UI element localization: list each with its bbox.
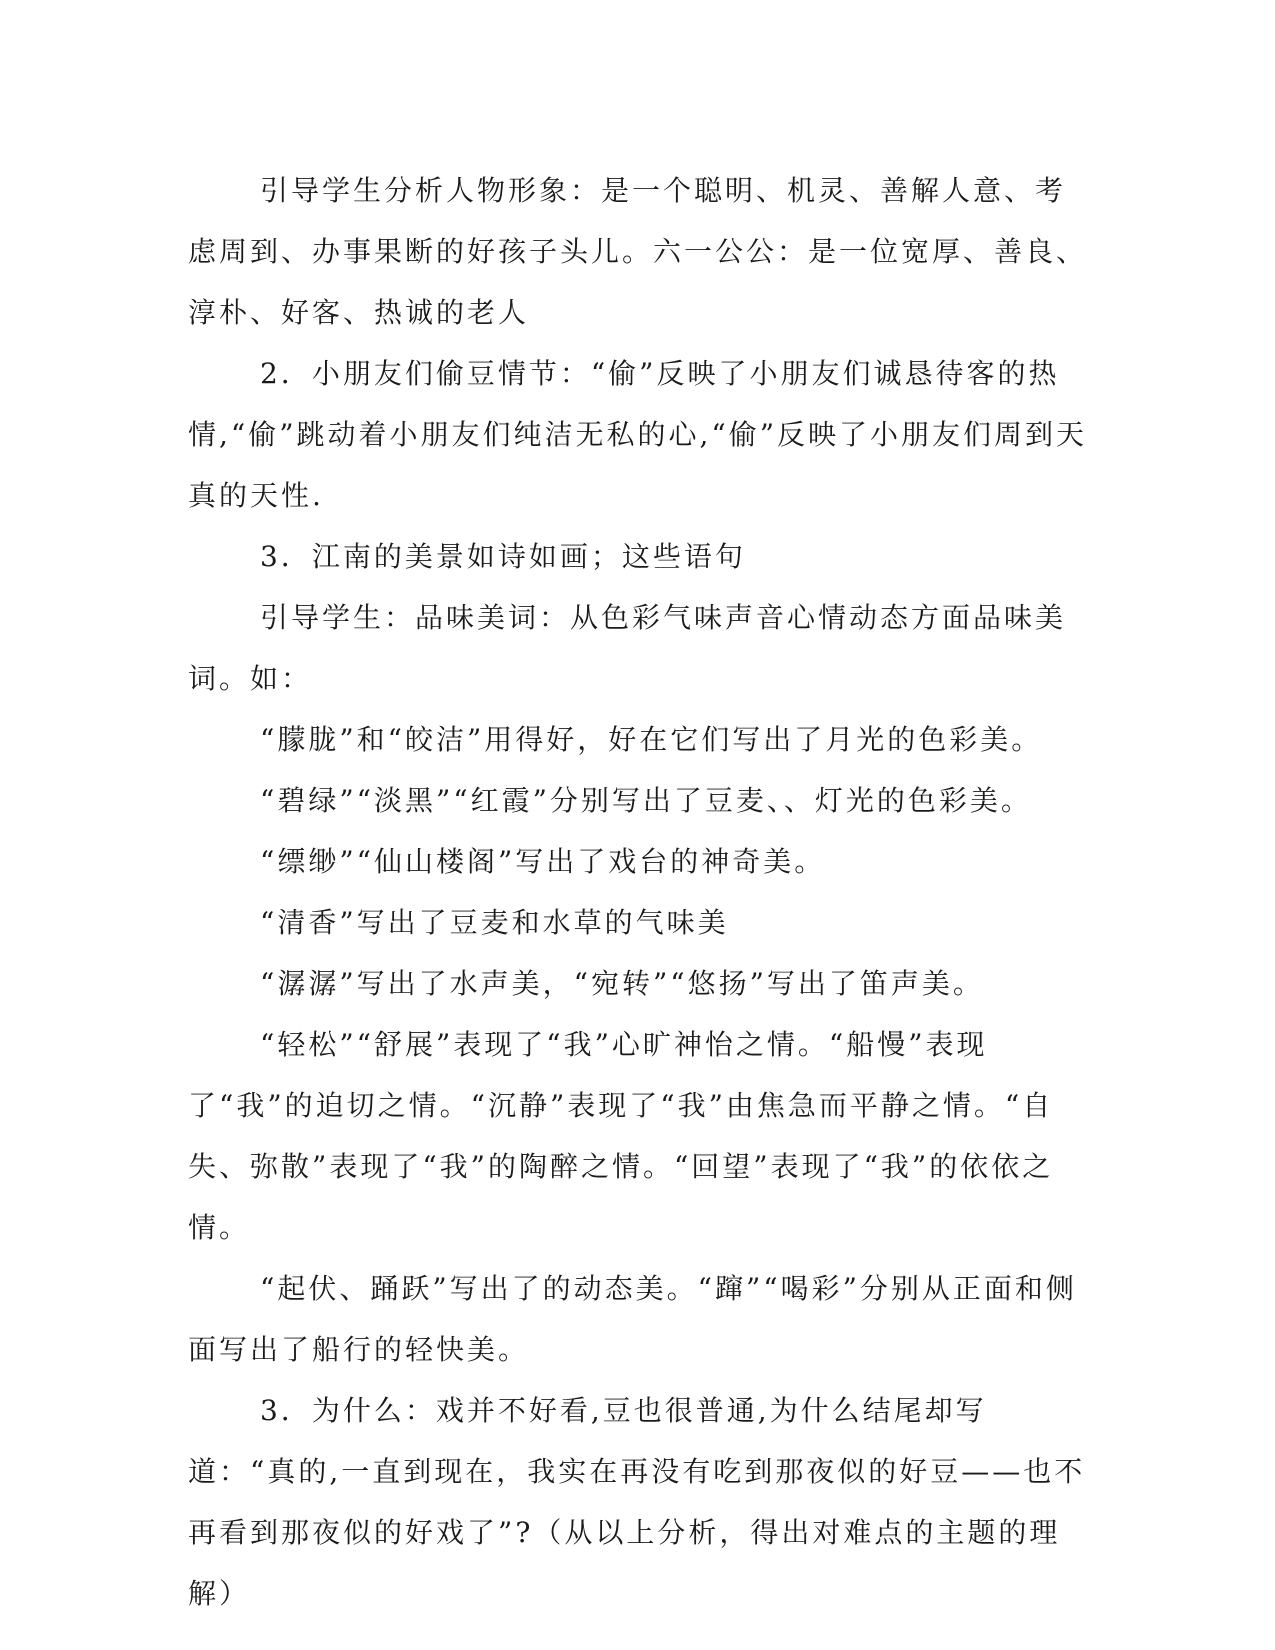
paragraph-theme-question: 3．为什么：戏并不好看,豆也很普通,为什么结尾却写道：“真的,一直到现在，我实在再没有吃到那夜似的好豆——也不再看到那夜似的好戏了”?（从以上分析，得出对难点的主题的理解） (188, 1394, 1086, 1610)
paragraph-sounds: “潺潺”写出了水声美，“宛转”“悠扬”写出了笛声美。 (260, 967, 984, 1000)
document-body (188, 160, 1088, 1624)
paragraph-stealing-beans: 2．小朋友们偷豆情节：“偷”反映了小朋友们诚恳待客的热情,“偷”跳动着小朋友们纯洁无私的心,“偷”反映了小朋友们周到天真的天性. (188, 357, 1088, 512)
paragraph-motion: “起伏、踊跃”写出了的动态美。“蹿”“喝彩”分别从正面和侧面写出了船行的轻快美。 (188, 1272, 1077, 1366)
paragraph-colors: “碧绿”“淡黑”“红霞”分别写出了豆麦、、灯光的色彩美。 (260, 784, 1032, 817)
paragraph-word-appreciation: 引导学生：品味美词：从色彩气味声音心情动态方面品味美词。如： (188, 601, 1067, 695)
paragraph-fragrance: “清香”写出了豆麦和水草的气味美 (260, 906, 729, 939)
paragraph-emotions: “轻松”“舒展”表现了“我”心旷神怡之情。“船慢”表现了“我”的迫切之情。“沉静”表现了“我”由焦急而平静之情。“自失、弥散”表现了“我”的陶醉之情。“回望”表现了“我”的依依之情。 (188, 1028, 1054, 1244)
paragraph-moonlight: “朦胧”和“皎洁”用得好，好在它们写出了月光的色彩美。 (260, 723, 1043, 756)
paragraph-character-analysis: 引导学生分析人物形象：是一个聪明、机灵、善解人意、考虑周到、办事果断的好孩子头儿。六一公公：是一位宽厚、善良、淳朴、好客、热诚的老人 (188, 174, 1088, 329)
paragraph-stage: “缥缈”“仙山楼阁”写出了戏台的神奇美。 (260, 845, 826, 878)
paragraph-jiangnan-scenery: 3．江南的美景如诗如画；这些语句 (260, 540, 746, 573)
